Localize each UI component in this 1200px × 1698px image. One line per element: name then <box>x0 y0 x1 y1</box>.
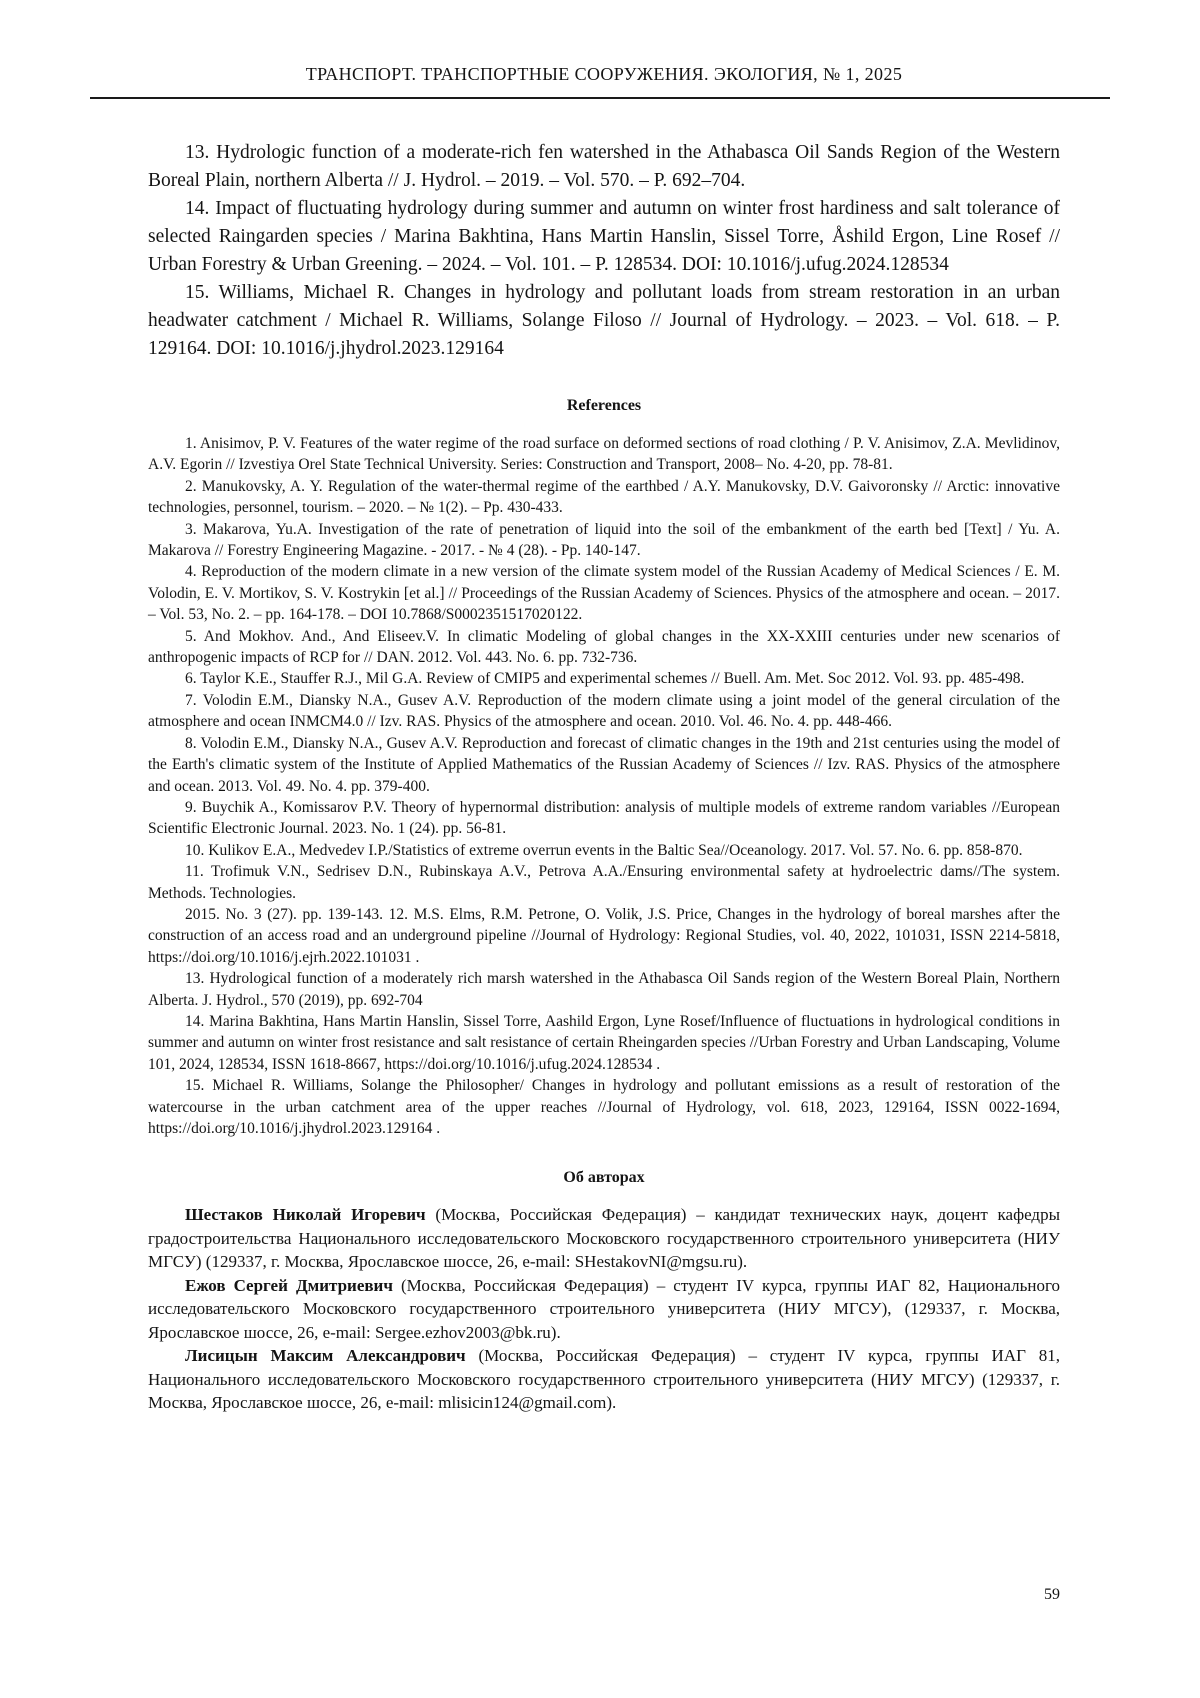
reference-item: 3. Makarova, Yu.A. Investigation of the rate of penetration of liquid into the soil of the embankment of the earth bed [Text] / Yu. A. Makarova // Forestry Engineering Magazine. - 2017. - № 4 (28). - Pp. 140-147. <box>148 520 1060 560</box>
author-bio <box>148 1203 1060 1274</box>
reference-item: 5. And Mokhov. And., And Eliseev.V. In climatic Modeling of global changes in the XX-XXIII centuries under new scenarios of anthropogenic impacts of RCP for // DAN. 2012. Vol. 443. No. 6. pp. 732-736. <box>148 627 1060 667</box>
reference-item: 11. Trofimuk V.N., Sedrisev D.N., Rubinskaya A.V., Petrova A.A./Ensuring environmental safety at hydroelectric dams//The system. Methods. Technologies. <box>148 863 1060 902</box>
references-heading: References <box>566 397 642 414</box>
header-divider <box>90 97 1110 99</box>
author-bio-text: (Москва, Российская Федерация) – студент IV курса, группы ИАГ 82, Национального исследовательского Московского государственного строительного университета (НИУ МГСУ), (129337, г. Москва, Ярославское шоссе, 26, e-mail: Sergee.ezhov2003@bk.ru). <box>148 1275 1060 1342</box>
reference-item: 1. Anisimov, P. V. Features of the water regime of the road surface on deformed sections of road clothing / P. V. Anisimov, Z.A. Mevlidinov, A.V. Egorin // Izvestiya Orel State Technical University. Series: Construction and Transport, 2008– No. 4-20, pp. 78-81. <box>148 435 1060 474</box>
bibliography-item: 13. Hydrologic function of a moderate-rich fen watershed in the Athabasca Oil Sands Region of the Western Boreal Plain, northern Alberta // J. Hydrol. – 2019. – Vol. 570. – P. 692–704. <box>148 142 1060 191</box>
journal-title: ТРАНСПОРТ. ТРАНСПОРТНЫЕ СООРУЖЕНИЯ. ЭКОЛОГИЯ, № 1, 2025 <box>305 64 903 84</box>
reference-item: 6. Taylor K.E., Stauffer R.J., Mil G.A. Review of CMIP5 and experimental schemes // Buell. Am. Met. Soc 2012. Vol. 93. pp. 485-498. <box>185 670 1025 688</box>
about-authors <box>148 1203 1060 1415</box>
reference-item: 2015. No. 3 (27). pp. 139-143. 12. M.S. Elms, R.M. Petrone, O. Volik, J.S. Price, Changes in the hydrology of boreal marshes after the construction of an access road and an underground pipeline //Journal of Hydrology: Regional Studies, vol. 40, 2022, 101031, ISSN 2214-5818, https://doi.org/10.1016/j.ejrh.2022.101031 . <box>148 905 1060 966</box>
author-name: Шестаков Николай Игоревич <box>185 1205 426 1225</box>
reference-item: 14. Marina Bakhtina, Hans Martin Hanslin, Sissel Torre, Aashild Ergon, Lyne Rosef/Influence of fluctuations in hydrological conditions in summer and autumn on winter frost resistance and salt resistance of certain Rheingarden species //Urban Forestry and Urban Landscaping, Volume 101, 2024, 128534, ISSN 1618-8667, https://doi.org/10.1016/j.ufug.2024.128534 . <box>148 1012 1060 1073</box>
reference-item: 15. Michael R. Williams, Solange the Philosopher/ Changes in hydrology and pollutant emissions as a result of restoration of the watercourse in the urban catchment area of the upper reaches //Journal of Hydrology, vol. 618, 2023, 129164, ISSN 0022-1694, https://doi.org/10.1016/j.jhydrol.2023.129164 . <box>148 1077 1060 1137</box>
page-footer <box>1044 1586 1060 1604</box>
bibliography-continuation <box>148 139 1060 363</box>
author-name: Ежов Сергей Дмитриевич <box>185 1275 393 1295</box>
author-bio-text: (Москва, Российская Федерация) – студент IV курса, группы ИАГ 81, Национального исследовательского Московского государственного строительного университета (НИУ МГСУ) (129337, г. Москва, Ярославское шоссе, 26, e-mail: mlisicin124@gmail.com). <box>148 1346 1060 1413</box>
bibliography-item: 14. Impact of fluctuating hydrology during summer and autumn on winter frost hardiness and salt tolerance of selected Raingarden species / Marina Bakhtina, Hans Martin Hanslin, Sissel Torre, Åshild Ergon, Line Rosef // Urban Forestry & Urban Greening. – 2024. – Vol. 101. – P. 128534. DOI: 10.1016/j.ufug.2024.128534 <box>148 198 1060 275</box>
reference-item: 2. Manukovsky, A. Y. Regulation of the water-thermal regime of the earthbed / A.Y. Manukovsky, D.V. Gaivoronsky // Arctic: innovative technologies, personnel, tourism. – 2020. – № 1(2). – Pp. 430-433. <box>148 477 1060 517</box>
bibliography-item: 15. Williams, Michael R. Changes in hydrology and pollutant loads from stream restoration in an urban headwater catchment / Michael R. Williams, Solange Filoso // Journal of Hydrology. – 2023. – Vol. 618. – P. 129164. DOI: 10.1016/j.jhydrol.2023.129164 <box>148 282 1060 359</box>
references-list <box>148 433 1060 1139</box>
author-bio <box>148 1344 1060 1415</box>
reference-item: 10. Kulikov E.A., Medvedev I.P./Statistics of extreme overrun events in the Baltic Sea//Oceanology. 2017. Vol. 57. No. 6. pp. 858-870. <box>185 841 1023 859</box>
about-authors-heading: Об авторах <box>563 1169 645 1187</box>
page-header <box>148 64 1060 99</box>
reference-item: 9. Buychik A., Komissarov P.V. Theory of hypernormal distribution: analysis of multiple models of extreme random variables //European Scientific Electronic Journal. 2023. No. 1 (24). pp. 56-81. <box>148 798 1060 838</box>
author-bio-text: (Москва, Российская Федерация) – кандидат технических наук, доцент кафедры градостроительства Национального исследовательского Московского государственного строительного университета (НИУ МГСУ) (129337, г. Москва, Ярославское шоссе, 26, e-mail: SHestakovNI@mgsu.ru). <box>148 1205 1060 1272</box>
author-name: Лисицын Максим Александрович <box>185 1346 466 1366</box>
reference-item: 13. Hydrological function of a moderately rich marsh watershed in the Athabasca Oil Sands region of the Western Boreal Plain, Northern Alberta. J. Hydrol., 570 (2019), pp. 692-704 <box>148 970 1060 1009</box>
author-bio <box>148 1274 1060 1345</box>
reference-item: 4. Reproduction of the modern climate in a new version of the climate system model of the Russian Academy of Medical Sciences / E. M. Volodin, E. V. Mortikov, S. V. Kostrykin [et al.] // Proceedings of the Russian Academy of Sciences. Physics of the atmosphere and ocean. – 2017. – Vol. 53, No. 2. – pp. 164-178. – DOI 10.7868/S0002351517020122. <box>148 563 1060 624</box>
page-number: 59 <box>1044 1586 1060 1603</box>
reference-item: 8. Volodin E.M., Diansky N.A., Gusev A.V. Reproduction and forecast of climatic changes in the 19th and 21st centuries using the model of the Earth's climatic system of the Institute of Applied Mathematics of the Russian Academy of Sciences // Izv. RAS. Physics of the atmosphere and ocean. 2013. Vol. 49. No. 4. pp. 379-400. <box>148 734 1060 795</box>
reference-item: 7. Volodin E.M., Diansky N.A., Gusev A.V. Reproduction of the modern climate using a joint model of the general circulation of the atmosphere and ocean INMCM4.0 // Izv. RAS. Physics of the atmosphere and ocean. 2010. Vol. 46. No. 4. pp. 448-466. <box>148 691 1060 731</box>
